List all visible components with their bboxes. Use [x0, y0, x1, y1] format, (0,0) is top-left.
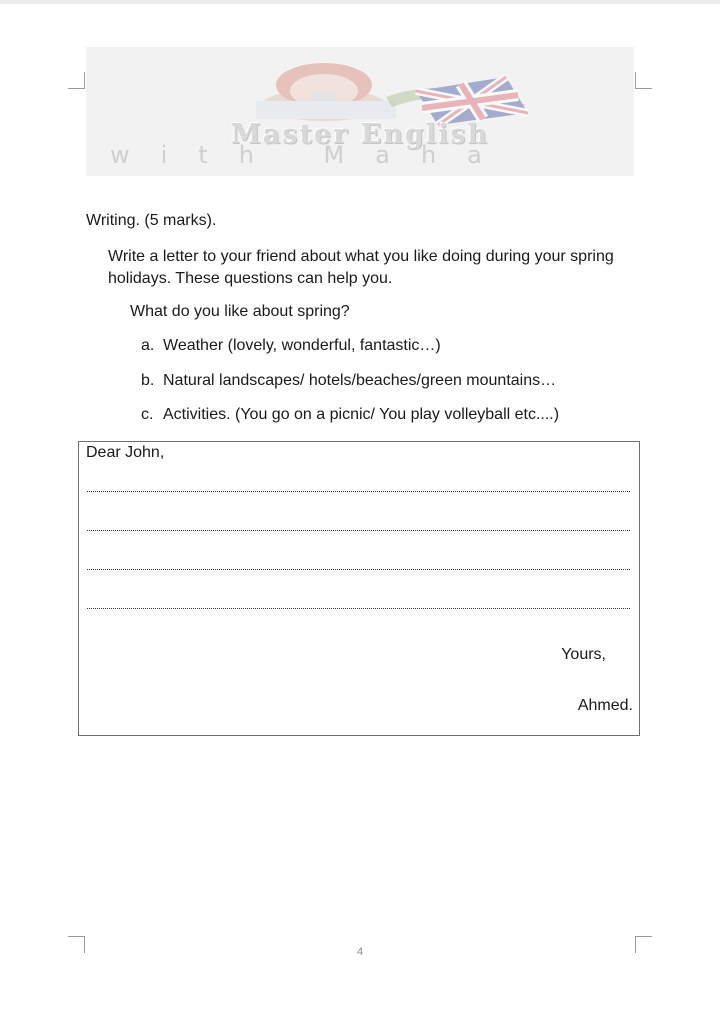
section-heading: Writing. (5 marks).: [86, 212, 217, 229]
letter-answer-box: [78, 441, 640, 736]
letter-signature: Ahmed.: [577, 697, 633, 714]
prompt-marker: c.: [141, 406, 154, 423]
logo-title: Master English: [230, 119, 490, 150]
prompt-marker: a.: [141, 337, 155, 354]
crop-mark-top-left: [68, 72, 85, 89]
prompt-text: Weather (lovely, wonderful, fantastic…): [163, 337, 441, 354]
answer-line[interactable]: [87, 569, 630, 570]
prompt-marker: b.: [141, 371, 155, 389]
letter-closing: Yours,: [561, 646, 606, 663]
prompt-list: [141, 337, 559, 441]
writing-instruction: Write a letter to your friend about what you like doing during your spring holidays. These questions can help you.: [108, 248, 614, 287]
answer-line[interactable]: [87, 608, 630, 609]
top-bar: [0, 0, 720, 4]
answer-line[interactable]: [87, 491, 630, 492]
crop-mark-top-right: [635, 72, 652, 89]
prompt-text: Natural landscapes/ hotels/beaches/green mountains…: [163, 371, 557, 389]
letter-greeting: Dear John,: [86, 444, 165, 461]
header-banner: [86, 47, 634, 176]
union-jack-flag-icon: [386, 77, 528, 125]
page-number: 4: [356, 946, 364, 958]
answer-line[interactable]: [87, 530, 630, 531]
prompt-item: [141, 406, 559, 441]
prompt-text: Activities. (You go on a picnic/ You play volleyball etc....): [163, 406, 560, 423]
teacher-avatar-icon: [256, 63, 396, 121]
prompt-item: [141, 337, 559, 372]
logo-subtitle: with Maha: [110, 141, 513, 169]
guiding-question: What do you like about spring?: [130, 303, 350, 320]
prompt-item: [141, 372, 559, 407]
